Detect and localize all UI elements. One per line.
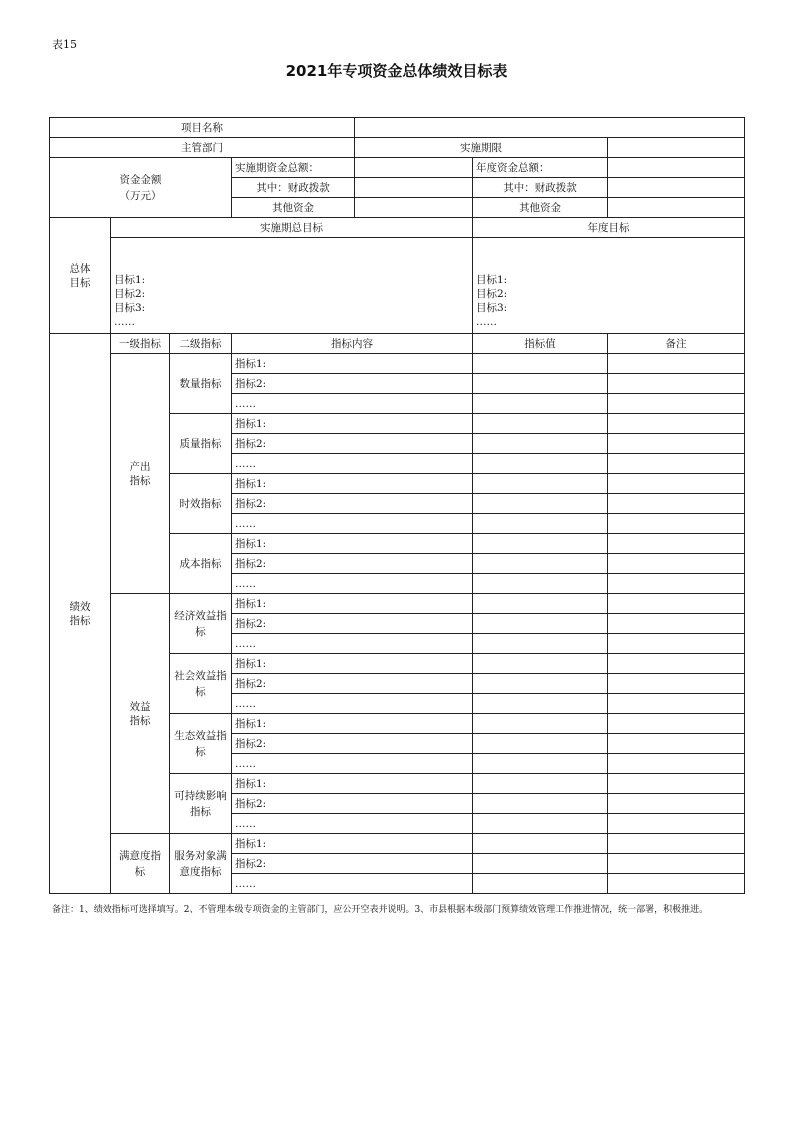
indicator-value[interactable] <box>473 434 608 454</box>
indicator-item[interactable]: 指标2: <box>232 734 473 754</box>
indicator-value[interactable] <box>473 554 608 574</box>
indicator-item[interactable]: 指标2: <box>232 674 473 694</box>
level2-ecological: 生态效益指标 <box>170 714 232 774</box>
label-fiscal-b: 其中：财政拨款 <box>473 178 608 198</box>
indicator-item[interactable]: …… <box>232 874 473 894</box>
indicator-value[interactable] <box>473 774 608 794</box>
level2-timeliness: 时效指标 <box>170 474 232 534</box>
col-content: 指标内容 <box>232 334 473 354</box>
indicator-item[interactable]: …… <box>232 394 473 414</box>
indicator-value[interactable] <box>473 834 608 854</box>
level2-social: 社会效益指标 <box>170 654 232 714</box>
label-annual-goal: 年度目标 <box>473 218 745 238</box>
indicator-value[interactable] <box>473 734 608 754</box>
label-fiscal-a: 其中：财政拨款 <box>232 178 355 198</box>
indicator-item[interactable]: …… <box>232 634 473 654</box>
indicator-item[interactable]: 指标1: <box>232 534 473 554</box>
indicator-remark[interactable] <box>608 654 745 674</box>
goal-line: 目标1: <box>114 274 146 286</box>
value-period-total[interactable] <box>355 158 473 178</box>
value-annual-total[interactable] <box>608 158 745 178</box>
value-fiscal-a[interactable] <box>355 178 473 198</box>
indicator-item[interactable]: 指标1: <box>232 414 473 434</box>
indicator-value[interactable] <box>473 394 608 414</box>
indicator-item[interactable]: 指标1: <box>232 834 473 854</box>
col-level1: 一级指标 <box>111 334 170 354</box>
indicator-value[interactable] <box>473 454 608 474</box>
indicator-remark[interactable] <box>608 354 745 374</box>
footnote: 备注：1、绩效指标可选择填写。2、不管理本级专项资金的主管部门，应公开空表并说明。3、市县根据本级部门预算绩效管理工作推进情况，统一部署，积极推进。 <box>52 905 709 915</box>
indicator-item[interactable]: 指标1: <box>232 474 473 494</box>
indicator-remark[interactable] <box>608 474 745 494</box>
value-other-b[interactable] <box>608 198 745 218</box>
indicator-item[interactable]: 指标2: <box>232 434 473 454</box>
indicator-remark[interactable] <box>608 754 745 774</box>
level2-quantity: 数量指标 <box>170 354 232 414</box>
fund-unit-text: （万元） <box>119 189 162 202</box>
level2-economic: 经济效益指标 <box>170 594 232 654</box>
indicator-item[interactable]: 指标2: <box>232 794 473 814</box>
indicator-item[interactable]: …… <box>232 514 473 534</box>
page-title: 2021年专项资金总体绩效目标表 <box>285 62 508 80</box>
label-dept: 主管部门 <box>50 138 355 158</box>
value-period[interactable] <box>608 138 745 158</box>
indicator-item[interactable]: 指标1: <box>232 654 473 674</box>
label-other-b: 其他资金 <box>473 198 608 218</box>
col-remark: 备注 <box>608 334 745 354</box>
indicator-remark[interactable] <box>608 854 745 874</box>
level2-cost: 成本指标 <box>170 534 232 594</box>
label-period-goal: 实施期总目标 <box>111 218 473 238</box>
label-annual-total: 年度资金总额： <box>473 158 608 178</box>
col-value: 指标值 <box>473 334 608 354</box>
indicator-remark[interactable] <box>608 814 745 834</box>
indicator-item[interactable]: 指标1: <box>232 714 473 734</box>
indicator-item[interactable]: 指标2: <box>232 554 473 574</box>
indicator-value[interactable] <box>473 514 608 534</box>
indicator-value[interactable] <box>473 754 608 774</box>
indicator-value[interactable] <box>473 654 608 674</box>
indicator-remark[interactable] <box>608 454 745 474</box>
indicator-item[interactable]: …… <box>232 694 473 714</box>
label-other-a: 其他资金 <box>232 198 355 218</box>
goal-line: 目标2: <box>114 288 146 300</box>
goal-line: 目标2: <box>476 288 508 300</box>
indicator-remark[interactable] <box>608 694 745 714</box>
level2-sustainable: 可持续影响指标 <box>170 774 232 834</box>
indicator-item[interactable]: 指标1: <box>232 774 473 794</box>
value-project-name[interactable] <box>355 118 745 138</box>
indicator-item[interactable]: …… <box>232 754 473 774</box>
indicator-value[interactable] <box>473 414 608 434</box>
indicator-value[interactable] <box>473 794 608 814</box>
indicator-item[interactable]: …… <box>232 574 473 594</box>
indicator-remark[interactable] <box>608 514 745 534</box>
table-row <box>50 594 745 614</box>
goal-line: …… <box>476 316 497 328</box>
indicator-item[interactable]: …… <box>232 454 473 474</box>
level1-satisfaction: 满意度指标 <box>111 834 170 894</box>
indicator-remark[interactable] <box>608 714 745 734</box>
row-project-name <box>50 118 745 138</box>
goal-line: 目标3: <box>476 302 508 314</box>
indicator-remark[interactable] <box>608 414 745 434</box>
goal-line: 目标1: <box>476 274 508 286</box>
indicator-item[interactable]: 指标2: <box>232 494 473 514</box>
indicator-value[interactable] <box>473 474 608 494</box>
indicator-remark[interactable] <box>608 434 745 454</box>
level1-benefit: 效益指标 <box>111 594 170 834</box>
indicator-value[interactable] <box>473 534 608 554</box>
indicator-remark[interactable] <box>608 554 745 574</box>
indicator-value[interactable] <box>473 494 608 514</box>
label-overall-goal: 总体目标 <box>50 218 111 334</box>
indicator-remark[interactable] <box>608 774 745 794</box>
indicator-value[interactable] <box>473 594 608 614</box>
indicator-value[interactable] <box>473 614 608 634</box>
row-goal-content <box>50 238 745 334</box>
indicator-item[interactable]: 指标2: <box>232 854 473 874</box>
indicator-remark[interactable] <box>608 534 745 554</box>
indicator-item[interactable]: …… <box>232 814 473 834</box>
indicator-item[interactable]: 指标1: <box>232 594 473 614</box>
label-period-total: 实施期资金总额： <box>232 158 355 178</box>
indicator-remark[interactable] <box>608 734 745 754</box>
performance-goal-table <box>49 117 745 894</box>
indicator-value[interactable] <box>473 374 608 394</box>
period-goal-content[interactable] <box>111 238 473 334</box>
value-other-a[interactable] <box>355 198 473 218</box>
col-level2: 二级指标 <box>170 334 232 354</box>
table-row <box>50 354 745 374</box>
indicator-value[interactable] <box>473 674 608 694</box>
indicator-item[interactable]: 指标2: <box>232 614 473 634</box>
label-fund-amount <box>50 158 232 218</box>
indicator-remark[interactable] <box>608 674 745 694</box>
fund-amount-text: 资金金额 <box>119 173 162 186</box>
indicator-remark[interactable] <box>608 394 745 414</box>
table-row <box>50 834 745 854</box>
indicator-item[interactable]: 指标2: <box>232 374 473 394</box>
table-number: 表15 <box>52 38 77 51</box>
value-fiscal-b[interactable] <box>608 178 745 198</box>
label-project-name: 项目名称 <box>50 118 355 138</box>
level2-service-satisfaction: 服务对象满意度指标 <box>170 834 232 894</box>
indicator-remark[interactable] <box>608 794 745 814</box>
level1-output: 产出指标 <box>111 354 170 594</box>
indicator-remark[interactable] <box>608 594 745 614</box>
label-period: 实施期限 <box>355 138 608 158</box>
indicator-remark[interactable] <box>608 834 745 854</box>
indicator-value[interactable] <box>473 814 608 834</box>
indicator-remark[interactable] <box>608 634 745 654</box>
label-performance-indicators: 绩效指标 <box>50 334 111 894</box>
row-dept <box>50 138 745 158</box>
row-funds-total <box>50 158 745 178</box>
indicator-remark[interactable] <box>608 494 745 514</box>
indicator-value[interactable] <box>473 714 608 734</box>
goal-line: 目标3: <box>114 302 146 314</box>
level2-quality: 质量指标 <box>170 414 232 474</box>
goal-line: …… <box>114 316 135 328</box>
indicator-remark[interactable] <box>608 874 745 894</box>
indicator-value[interactable] <box>473 854 608 874</box>
indicator-value[interactable] <box>473 694 608 714</box>
annual-goal-content[interactable] <box>473 238 745 334</box>
indicator-value[interactable] <box>473 874 608 894</box>
indicator-value[interactable] <box>473 574 608 594</box>
indicator-remark[interactable] <box>608 574 745 594</box>
indicator-value[interactable] <box>473 354 608 374</box>
indicator-remark[interactable] <box>608 614 745 634</box>
indicator-item[interactable]: 指标1: <box>232 354 473 374</box>
indicator-value[interactable] <box>473 634 608 654</box>
indicator-remark[interactable] <box>608 374 745 394</box>
row-goal-headers <box>50 218 745 238</box>
row-indicator-headers <box>50 334 745 354</box>
